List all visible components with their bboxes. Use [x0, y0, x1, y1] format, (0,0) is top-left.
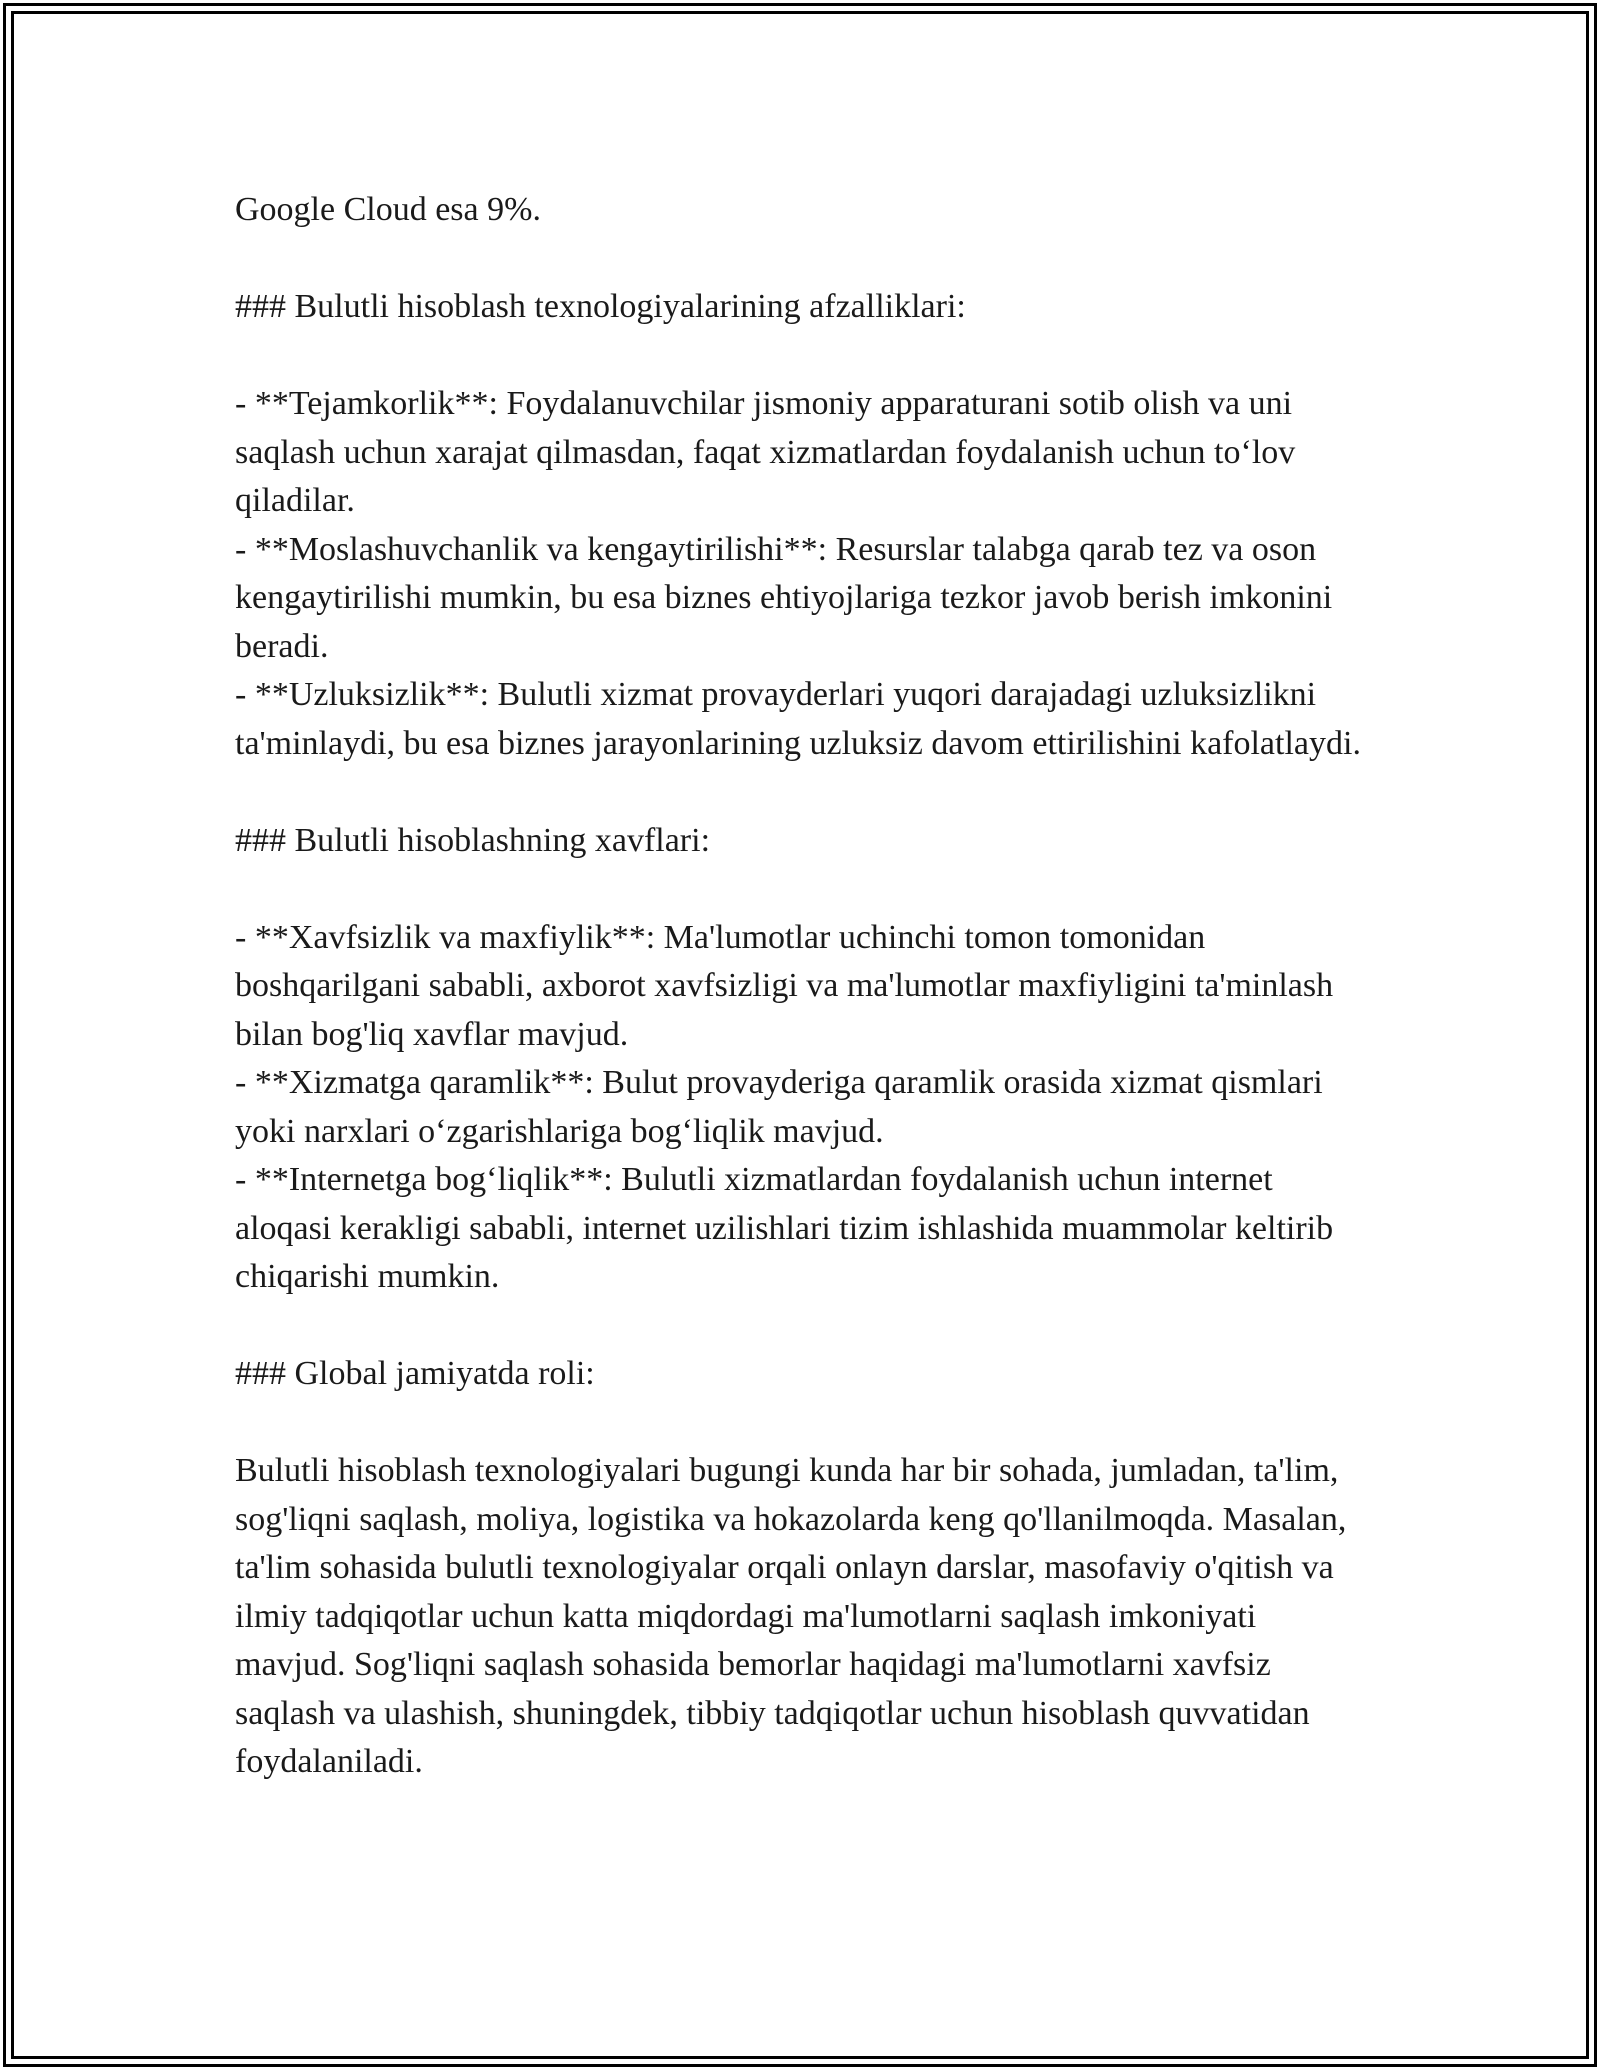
spacer — [235, 235, 1375, 284]
spacer — [235, 1399, 1375, 1448]
spacer — [235, 865, 1375, 914]
global-role-paragraph: Bulutli hisoblash texnologiyalari bugungi kunda har bir sohada, jumladan, ta'lim, sog'liqni saqlash, moliya, logistika va hokazolarda keng qo'llanilmoqda. Masalan, ta'lim sohasida bulutli texnologiyalar orqali onlayn darslar, masofaviy o'qitish va ilmiy tadqiqotlar uchun katta miqdordagi ma'lumotlarni saqlash imkoniyati mavjud. Sog'liqni saqlash sohasida bemorlar haqidagi ma'lumotlarni xavfsiz saqlash va ulashish, shuningdek, tibbiy tadqiqotlar uchun hisoblash quvvatidan foydalaniladi. — [235, 1452, 1355, 1780]
risk-item-dependency: - **Xizmatga qaramlik**: Bulut provayderiga qaramlik orasida xizmat qismlari yoki narxlari o‘zgarishlariga bog‘liqlik mavjud. — [235, 1064, 1332, 1150]
document-body — [235, 186, 1375, 1787]
spacer — [235, 332, 1375, 381]
advantage-item-flexibility: - **Moslashuvchanlik va kengaytirilishi**: Resurslar talabga qarab tez va oson kengaytirilishi mumkin, bu esa biznes ehtiyojlariga tezkor javob berish imkonini beradi. — [235, 530, 1341, 665]
heading-risks: ### Bulutli hisoblashning xavflari: — [235, 821, 711, 859]
intro-line: Google Cloud esa 9%. — [235, 191, 541, 228]
risk-item-security: - **Xavfsizlik va maxfiylik**: Ma'lumotlar uchinchi tomon tomonidan boshqarilgani sababli, axborot xavfsizligi va ma'lumotlar maxfiyligini ta'minlash bilan bog'liq xavflar mavjud. — [235, 918, 1342, 1053]
heading-global-role: ### Global jamiyatda roli: — [235, 1355, 595, 1392]
advantage-item-cost: - **Tejamkorlik**: Foydalanuvchilar jismoniy apparaturani sotib olish va uni saqlash uchun xarajat qilmasdan, faqat xizmatlardan foydalanish uchun to‘lov qiladilar. — [235, 385, 1304, 519]
advantage-item-continuity: - **Uzluksizlik**: Bulutli xizmat provayderlari yuqori darajadagi uzluksizlikni ta'minlaydi, bu esa biznes jarayonlarining uzluksiz davom ettirilishini kafolatlaydi. — [235, 676, 1361, 762]
spacer — [235, 768, 1375, 817]
heading-advantages: ### Bulutli hisoblash texnologiyalarining afzalliklari: — [235, 288, 966, 325]
spacer — [235, 1302, 1375, 1351]
risk-item-internet: - **Internetga bog‘liqlik**: Bulutli xizmatlardan foydalanish uchun internet aloqasi kerakligi sababli, internet uzilishlari tizim ishlashida muammolar keltirib chiqarishi mumkin. — [235, 1161, 1342, 1295]
